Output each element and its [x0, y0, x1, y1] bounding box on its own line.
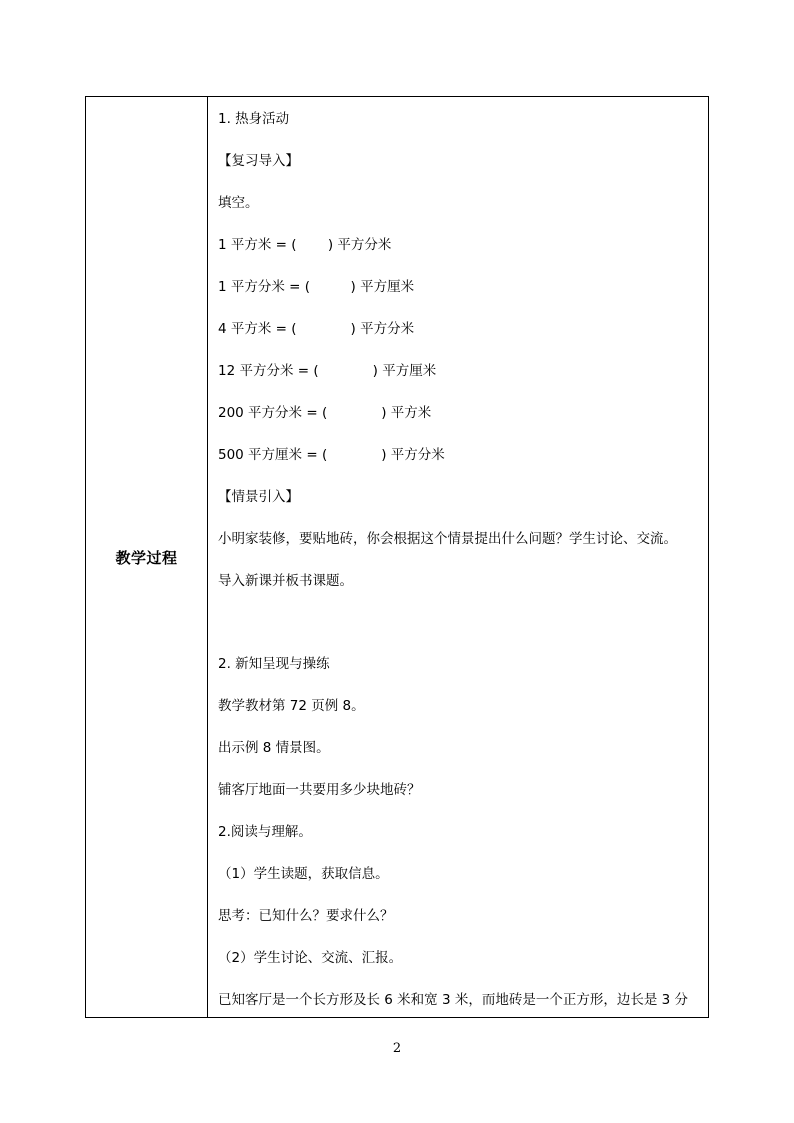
section-warmup-heading: 1. 热身活动 [218, 111, 290, 127]
review-intro-heading: 【复习导入】 [218, 153, 299, 169]
step-2-text: （2）学生讨论、交流、汇报。 [218, 950, 403, 966]
known-info-text: 已知客厅是一个长方形及长 6 米和宽 3 米，而地砖是一个正方形，边长是 3 分 [218, 992, 689, 1008]
exercise-line-6: 500 平方厘米 = ( ) 平方分米 [218, 447, 445, 463]
think-text: 思考：已知什么？要求什么？ [218, 908, 394, 924]
new-lesson-text: 导入新课并板书课题。 [218, 573, 353, 589]
reading-understanding-heading: 2.阅读与理解。 [218, 824, 312, 840]
exercise-line-5: 200 平方分米 = ( ) 平方米 [218, 405, 432, 421]
question-text: 铺客厅地面一共要用多少块地砖？ [218, 782, 421, 798]
scenario-intro-heading: 【情景引入】 [218, 489, 299, 505]
textbook-reference: 教学教材第 72 页例 8。 [218, 698, 365, 714]
example-scene-text: 出示例 8 情景图。 [218, 740, 330, 756]
exercise-line-2: 1 平方分米 = ( ) 平方厘米 [218, 279, 415, 295]
exercise-line-3: 4 平方米 = ( ) 平方分米 [218, 321, 415, 337]
scenario-text: 小明家装修，要贴地砖，你会根据这个情景提出什么问题？学生讨论、交流。 [218, 531, 677, 547]
teaching-process-content-cell [208, 97, 708, 1017]
lesson-table [85, 96, 709, 1018]
page-number: 2 [392, 1041, 402, 1056]
section-new-knowledge-heading: 2. 新知呈现与操练 [218, 656, 330, 672]
step-1-text: （1）学生读题，获取信息。 [218, 866, 389, 882]
teaching-process-label: 教学过程 [115, 548, 178, 567]
teaching-process-label-cell [86, 97, 208, 1017]
exercise-line-1: 1 平方米 = ( ) 平方分米 [218, 237, 392, 253]
fill-blank-instruction: 填空。 [218, 195, 259, 211]
exercise-line-4: 12 平方分米 = ( ) 平方厘米 [218, 363, 437, 379]
